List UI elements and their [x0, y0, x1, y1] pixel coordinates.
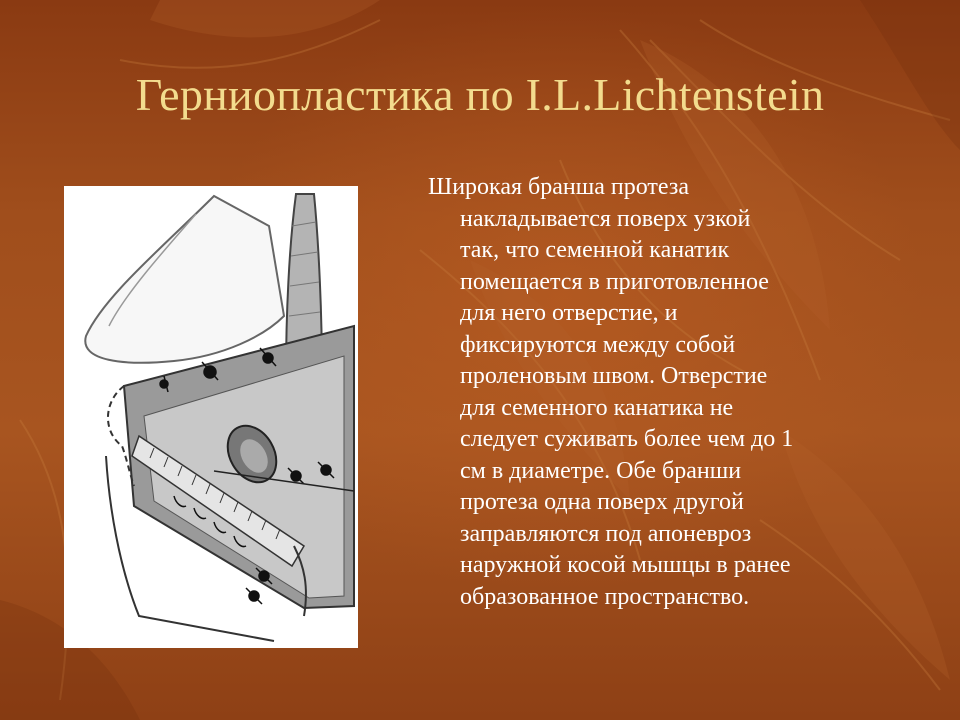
body-line: образованное пространство.	[460, 583, 750, 610]
body-line: так, что семенной канатик	[460, 237, 730, 263]
body-line: для него отверстие, и	[460, 300, 678, 326]
body-text	[428, 172, 898, 613]
body-line: накладывается поверх узкой	[460, 205, 751, 232]
body-line: проленовым швом. Отверстие	[460, 363, 768, 389]
body-line: наружной косой мышцы в ранее	[460, 552, 791, 578]
skin-flap-outline	[85, 196, 284, 363]
body-line: следует суживать более чем до 1	[460, 426, 794, 452]
body-line: заправляются под апоневроз	[460, 520, 752, 547]
body-line: протеза одна поверх другой	[460, 489, 744, 515]
body-line: для семенного канатика не	[460, 394, 734, 421]
surgical-illustration	[64, 186, 358, 648]
body-line: см в диаметре. Обе бранши	[460, 457, 742, 484]
body-line: Широкая бранша протеза	[428, 174, 689, 200]
slide-title: Герниопластика по I.L.Lichtenstein	[135, 69, 825, 120]
body-line: фиксируются между собой	[460, 331, 736, 358]
body-line: помещается в приготовленное	[460, 268, 769, 295]
surgical-illustration-drawing	[64, 186, 358, 648]
